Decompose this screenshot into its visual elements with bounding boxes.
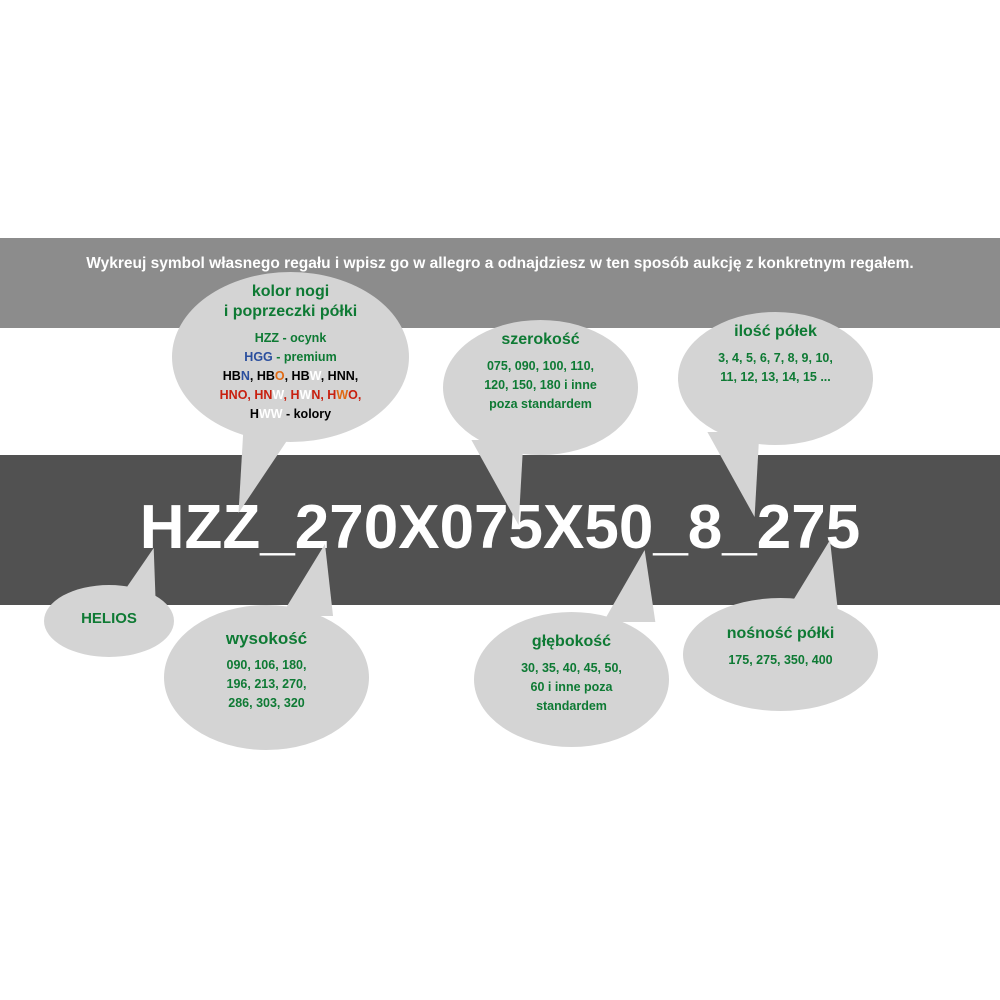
- callout-glebokosc: [474, 612, 669, 747]
- callout-kolor-line-2: HGG - premium: [244, 350, 337, 364]
- callout-glebokosc-title: głębokość: [531, 633, 612, 650]
- callout-wysokosc-line-0: 090, 106, 180,: [226, 658, 307, 672]
- callout-glebokosc-body: [488, 659, 655, 716]
- callout-szerokosc-title: szerokość: [501, 331, 580, 348]
- callout-kolor-line-3: HBN, HBO, HBW, HNN,: [222, 369, 359, 383]
- callout-kolor-title: [186, 282, 395, 322]
- callout-wysokosc-body: [178, 656, 355, 713]
- header-caption: Wykreuj symbol własnego regału i wpisz go w allegro a odnajdziesz w ten sposób aukcję z konkretnym regałem.: [86, 255, 914, 272]
- callout-nosnosc-line-0: 175, 275, 350, 400: [728, 653, 833, 667]
- callout-ilosc-line-0: 3, 4, 5, 6, 7, 8, 9, 10,: [718, 351, 833, 365]
- callout-szerokosc-line-0: 075, 090, 100, 110,: [486, 359, 595, 373]
- callout-nosnosc-title: nośność półki: [726, 625, 835, 642]
- callout-szerokosc-line-2: poza standardem: [489, 397, 592, 411]
- callout-kolor-line-5: HWW - kolory: [249, 407, 332, 421]
- callout-wysokosc: [164, 605, 369, 750]
- callout-wysokosc-line-2: 286, 303, 320: [228, 696, 305, 710]
- callout-glebokosc-line-2: standardem: [536, 699, 607, 713]
- callout-ilosc-body: [692, 349, 859, 387]
- callout-helios-title: HELIOS: [81, 610, 137, 627]
- callout-kolor-line-4: HNO, HNW, HWN, HWO,: [219, 388, 362, 402]
- callout-helios: [44, 585, 174, 657]
- callout-kolor-line-1: HZZ - ocynk: [254, 331, 327, 345]
- callout-ilosc-polek: [678, 312, 873, 445]
- callout-wysokosc-line-1: 196, 213, 270,: [226, 677, 307, 691]
- callout-glebokosc-line-0: 30, 35, 40, 45, 50,: [521, 661, 622, 675]
- callout-nosnosc-polki: [683, 598, 878, 711]
- callout-szerokosc-body: [457, 357, 624, 414]
- callout-kolor-title-line2: i poprzeczki półki: [223, 303, 358, 320]
- callout-szerokosc: [443, 320, 638, 455]
- product-code: HZZ_270X075X50_8_275: [139, 493, 861, 562]
- callout-kolor-body: [186, 329, 395, 424]
- callout-ilosc-title: ilość półek: [734, 323, 817, 340]
- callout-kolor-nogi: [172, 272, 409, 442]
- callout-glebokosc-line-1: 60 i inne poza: [530, 680, 613, 694]
- callout-kolor-title-line1: kolor nogi: [251, 283, 330, 300]
- callout-szerokosc-line-1: 120, 150, 180 i inne: [484, 378, 597, 392]
- callout-ilosc-line-1: 11, 12, 13, 14, 15 ...: [720, 370, 831, 384]
- callout-nosnosc-body: [697, 651, 864, 670]
- callout-wysokosc-title: wysokość: [225, 629, 308, 648]
